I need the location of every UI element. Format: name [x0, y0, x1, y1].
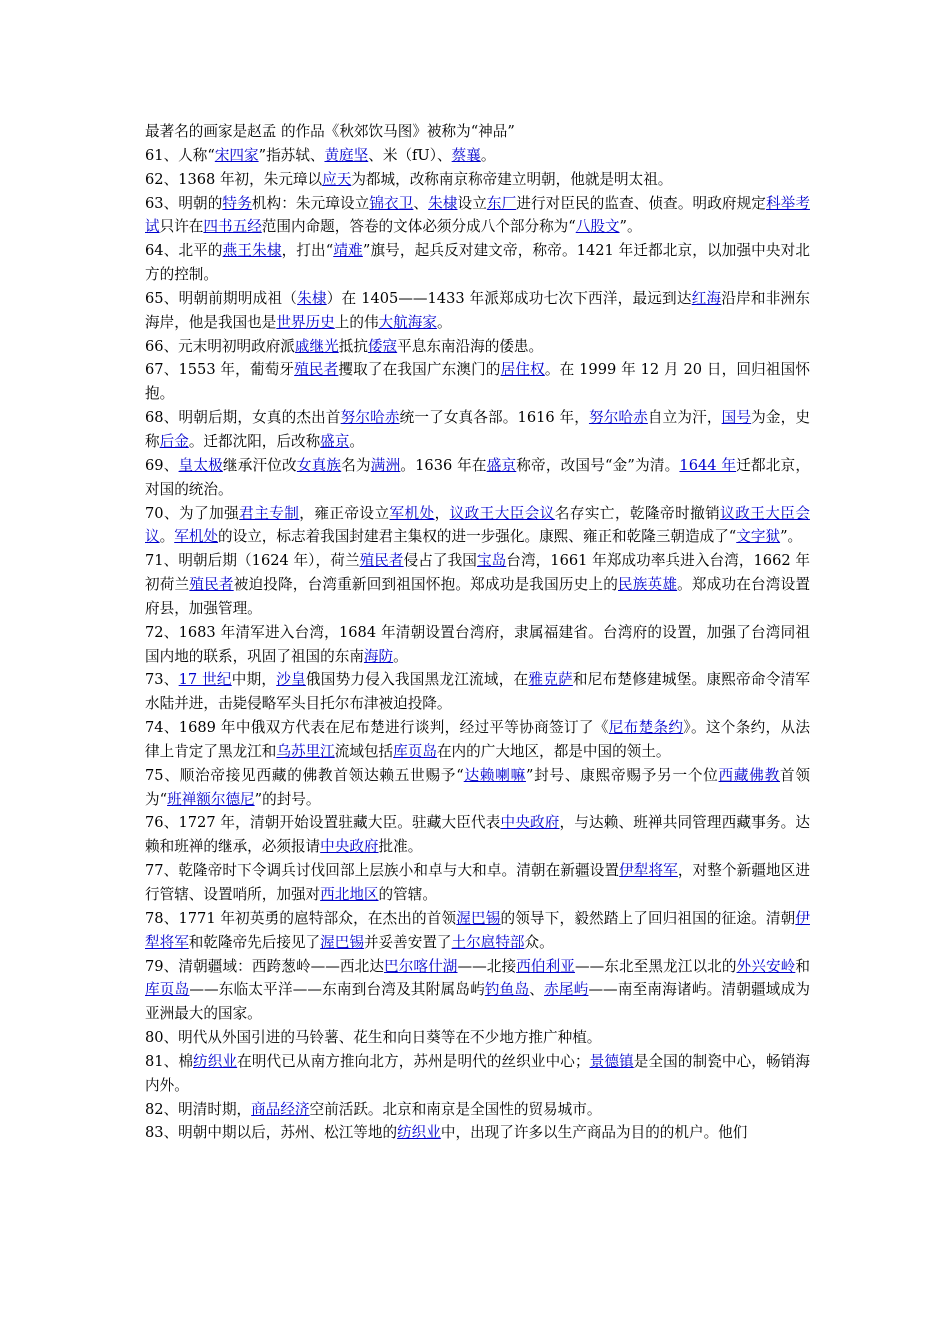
text-segment: ”的封号。 — [254, 790, 321, 808]
text-segment: 流域包括 — [334, 742, 394, 760]
text-segment: 众。 — [524, 933, 554, 951]
text-segment: 的领导下，毅然踏上了回归祖国的征途。清朝 — [500, 909, 796, 927]
text-segment: 为都城，改称南京称帝建立明朝，他就是明太祖。 — [351, 170, 673, 188]
text-segment: 65、明朝前期明成祖（ — [145, 289, 298, 307]
hyperlink[interactable]: 巴尔喀什湖 — [384, 957, 458, 975]
hyperlink[interactable]: 盛京 — [320, 432, 350, 450]
hyperlink[interactable]: 黄庭坚 — [324, 146, 369, 164]
hyperlink[interactable]: 库页岛 — [145, 981, 190, 999]
text-segment: 、米（fU）、 — [368, 146, 452, 164]
paragraph — [145, 1050, 810, 1098]
text-segment: 。郑成功在台湾设置府县，加强管理。 — [145, 576, 810, 617]
text-segment: ”。 — [780, 528, 803, 546]
text-segment: 自立为汗， — [647, 409, 722, 427]
text-segment: ，雍正帝设立 — [299, 504, 390, 522]
hyperlink[interactable]: 特务 — [222, 194, 252, 212]
paragraph — [145, 1121, 810, 1145]
text-segment: 78、1771 年初英勇的扈特部众，在杰出的首领 — [145, 909, 457, 927]
hyperlink[interactable]: 殖民者 — [189, 576, 234, 594]
text-segment: 机构：朱元璋设立 — [251, 194, 370, 212]
text-segment: 》。这个条约，从法律上肯定了黑龙江和 — [145, 719, 810, 760]
hyperlink[interactable]: 东厂 — [486, 194, 517, 212]
hyperlink[interactable]: 朱棣 — [428, 194, 458, 212]
text-segment: 。 — [349, 432, 364, 450]
text-segment: ——南至南海诸屿。清朝疆域成为亚洲最大的国家。 — [145, 981, 810, 1023]
hyperlink[interactable]: 17 世纪 — [178, 671, 232, 689]
hyperlink[interactable]: 居住权 — [500, 361, 545, 379]
hyperlink[interactable]: 锦衣卫 — [369, 194, 414, 212]
hyperlink[interactable]: 倭寇 — [367, 337, 398, 355]
hyperlink[interactable]: 四书五经 — [203, 218, 262, 236]
text-segment: 被迫投降，台湾重新回到祖国怀抱。郑成功是我国历史上的 — [233, 576, 618, 594]
hyperlink[interactable]: 渥巴锡 — [456, 909, 501, 927]
hyperlink[interactable]: 殖民者 — [294, 361, 339, 379]
text-segment: 批准。 — [378, 838, 423, 856]
text-segment: 继承汗位改 — [222, 456, 297, 474]
paragraph — [145, 549, 810, 621]
paragraph — [145, 955, 810, 1027]
paragraph — [145, 335, 810, 359]
hyperlink[interactable]: 戚继光 — [294, 337, 339, 355]
text-segment: 71、明朝后期（1624 年），荷兰 — [145, 552, 360, 570]
hyperlink[interactable]: 女真族 — [296, 456, 342, 474]
text-segment: ”旗号，起兵反对建文帝，称帝。1421 年迁都北京，以加强中央对北方的控制。 — [145, 242, 810, 284]
paragraph — [145, 406, 810, 454]
text-segment: 和尼布楚修建城堡。康熙帝命令清军水陆并进，击毙侵略军头目托尔布津被迫投降。 — [145, 671, 810, 713]
text-segment: 在内的广大地区，都是中国的领土。 — [436, 742, 671, 760]
text-segment: ”指苏轼、 — [258, 146, 325, 164]
text-segment: 74、1689 年中俄双方代表在尼布楚进行谈判，经过平等协商签订了《 — [145, 719, 609, 737]
text-segment: 范围内命题，答卷的文体必须分成八个部分称为“ — [261, 218, 576, 236]
text-segment: 名为 — [341, 456, 371, 474]
hyperlink[interactable]: 世界历史 — [276, 313, 335, 331]
text-segment: 最著名的画家是赵孟 的作品《秋郊饮马图》被称为“神品” — [145, 123, 515, 140]
text-segment: 64、北平的 — [145, 242, 223, 260]
hyperlink[interactable]: 军机处 — [389, 504, 435, 522]
hyperlink[interactable]: 科举考试 — [145, 194, 810, 236]
paragraph — [145, 239, 810, 287]
text-segment: 统一了女真各部。1616 年， — [399, 409, 589, 427]
hyperlink[interactable]: 沙皇 — [276, 671, 306, 689]
text-segment: 61、人称“ — [145, 146, 215, 164]
hyperlink[interactable]: 班禅额尔德尼 — [167, 790, 255, 808]
hyperlink[interactable]: 尼布楚条约 — [608, 719, 684, 737]
text-segment: ， — [434, 504, 450, 522]
text-segment: 称帝，改国号“金”为清。 — [516, 456, 680, 474]
text-segment: 的设立，标志着我国封建君主集权的进一步强化。康熙、雍正和乾隆三朝造成了“ — [218, 528, 737, 546]
text-segment: ，打出“ — [281, 242, 334, 260]
text-segment: 69、 — [145, 456, 179, 474]
text-segment: 设立 — [457, 194, 487, 212]
document-body — [145, 120, 810, 1145]
hyperlink[interactable]: 满洲 — [370, 456, 401, 474]
hyperlink[interactable]: 雅克萨 — [528, 671, 573, 689]
text-segment: ，对整个新疆地区进行管辖、设置哨所，加强对 — [145, 862, 810, 903]
hyperlink[interactable]: 商品经济 — [251, 1100, 310, 1118]
hyperlink[interactable]: 宝岛 — [476, 552, 507, 570]
text-segment: 侵占了我国 — [403, 552, 477, 570]
text-segment: 83、明朝中期以后，苏州、松江等地的 — [145, 1124, 398, 1142]
text-segment: ”。 — [619, 218, 642, 236]
hyperlink[interactable]: 库页岛 — [393, 742, 437, 760]
text-segment: 俄国势力侵入我国黑龙江流域，在 — [305, 671, 529, 689]
text-segment: 只许在 — [159, 218, 204, 236]
hyperlink[interactable]: 海防 — [363, 647, 394, 665]
text-segment: 63、明朝的 — [145, 194, 223, 212]
text-segment: 和 — [795, 957, 810, 975]
hyperlink[interactable]: 1644 年 — [679, 456, 737, 474]
hyperlink[interactable]: 西北地区 — [320, 886, 379, 903]
text-segment: 和乾隆帝先后接见了 — [188, 933, 321, 951]
text-segment: 66、元末明初明政府派 — [145, 337, 295, 355]
hyperlink[interactable]: 中央政府 — [320, 838, 379, 856]
hyperlink[interactable]: 外兴安岭 — [736, 957, 796, 975]
hyperlink[interactable]: 燕王朱棣 — [222, 242, 282, 260]
hyperlink[interactable]: 殖民者 — [359, 552, 404, 570]
text-segment: 名存实亡，乾隆帝时撤销 — [554, 504, 721, 522]
text-segment: ——北接 — [457, 957, 517, 975]
text-segment: 。 — [480, 146, 496, 164]
text-segment: 为金，史称 — [145, 409, 810, 450]
text-segment: 80、明代从外国引进的马铃薯、花生和向日葵等在不少地方推广种植。 — [145, 1029, 602, 1047]
text-segment: 中期， — [231, 671, 277, 689]
paragraph — [145, 1026, 810, 1050]
hyperlink[interactable]: 后金 — [159, 432, 189, 450]
text-segment: 在明代已从南方推向北方，苏州是明代的丝织业中心； — [237, 1052, 590, 1070]
hyperlink[interactable]: 靖难 — [333, 242, 363, 260]
paragraph — [145, 502, 810, 550]
hyperlink[interactable]: 土尔扈特部 — [451, 933, 525, 951]
text-segment: 72、1683 年清军进入台湾，1684 年清朝设置台湾府，隶属福建省。台湾府的设置，加强了台湾同祖国内地的联系，巩固了祖国的东南 — [145, 623, 810, 665]
paragraph — [145, 907, 810, 955]
paragraph — [145, 764, 810, 812]
paragraph — [145, 454, 810, 502]
paragraph — [145, 716, 810, 764]
hyperlink[interactable]: 伊犁将军 — [145, 909, 810, 951]
paragraph — [145, 144, 810, 168]
text-segment: 。1636 年在 — [400, 456, 487, 474]
hyperlink[interactable]: 景德镇 — [589, 1052, 634, 1070]
text-segment: 沿岸和非洲东海岸，他是我国也是 — [145, 289, 810, 331]
paragraph — [145, 287, 810, 335]
hyperlink[interactable]: 伊犁将军 — [619, 862, 678, 880]
hyperlink[interactable]: 民族英雄 — [617, 576, 678, 594]
paragraph — [145, 192, 810, 240]
paragraph — [145, 621, 810, 669]
text-segment: 70、为了加强 — [145, 504, 240, 522]
hyperlink[interactable]: 西藏佛教 — [718, 766, 781, 784]
text-segment: 73、 — [145, 671, 179, 689]
hyperlink[interactable]: 纺织业 — [397, 1124, 441, 1142]
text-segment: 抵抗 — [338, 337, 368, 355]
text-segment: 。 — [393, 647, 408, 665]
text-segment: 台湾，1661 年郑成功率兵进入台湾，1662 年初荷兰 — [145, 552, 810, 594]
text-segment: ——东临太平洋——东南到台湾及其附属岛屿 — [189, 981, 485, 999]
hyperlink[interactable]: 蔡襄 — [451, 146, 481, 164]
text-segment: 82、明清时期， — [145, 1100, 252, 1118]
text-segment: ——东北至黑龙江以北的 — [574, 957, 737, 975]
text-segment: 。在 1999 年 12 月 20 日，回归祖国怀抱。 — [145, 361, 810, 403]
hyperlink[interactable]: 盛京 — [486, 456, 517, 474]
text-segment: 空前活跃。北京和南京是全国性的贸易城市。 — [309, 1100, 602, 1118]
hyperlink[interactable]: 议政王大臣会议 — [145, 504, 810, 546]
text-segment: 68、明朝后期，女真的杰出首 — [145, 409, 341, 427]
text-segment: 67、1553 年，葡萄牙 — [145, 361, 295, 379]
hyperlink[interactable]: 国号 — [721, 409, 752, 427]
text-segment: ”封号、康熙帝赐予另一个位 — [525, 766, 719, 784]
hyperlink[interactable]: 应天 — [322, 170, 352, 188]
text-segment: 。 — [436, 313, 452, 331]
hyperlink[interactable]: 军机处 — [174, 528, 219, 546]
hyperlink[interactable]: 钓鱼岛 — [484, 981, 530, 999]
text-segment: 。迁都沈阳，后改称 — [188, 432, 321, 450]
text-segment: 平息东南沿海的倭患。 — [397, 337, 544, 355]
text-segment: 迁都北京，对国的统治。 — [145, 456, 810, 498]
text-segment: 。 — [159, 528, 175, 546]
text-segment: 的管辖。 — [378, 886, 437, 903]
hyperlink[interactable]: 大航海家 — [378, 313, 437, 331]
hyperlink[interactable]: 达赖喇嘛 — [463, 766, 526, 784]
text-segment: 75、顺治帝接见西藏的佛教首领达赖五世赐予“ — [145, 766, 464, 784]
hyperlink[interactable]: 纺织业 — [193, 1052, 238, 1070]
text-segment: 是全国的制瓷中心，畅销海内外。 — [145, 1052, 810, 1094]
hyperlink[interactable]: 朱棣 — [297, 289, 327, 307]
hyperlink[interactable]: 努尔哈赤 — [340, 409, 400, 427]
text-segment: ，与达赖、班禅共同管理西藏事务。达赖和班禅的继承，必须报请 — [145, 814, 810, 856]
text-segment: 79、清朝疆域：西跨葱岭——西北达 — [145, 957, 385, 975]
hyperlink[interactable]: 赤尾屿 — [544, 981, 589, 999]
text-segment: 上的伟 — [334, 313, 379, 331]
paragraph — [145, 120, 810, 144]
hyperlink[interactable]: 乌苏里江 — [276, 742, 335, 760]
text-segment: 、 — [529, 981, 545, 999]
text-segment: 进行对臣民的监查、侦查。明政府规定 — [516, 194, 766, 212]
hyperlink[interactable]: 红海 — [691, 289, 722, 307]
paragraph — [145, 668, 810, 716]
paragraph — [145, 859, 810, 907]
text-segment: 62、1368 年初，朱元璋以 — [145, 170, 323, 188]
text-segment: 攫取了在我国广东澳门的 — [338, 361, 501, 379]
hyperlink[interactable]: 渥巴锡 — [320, 933, 364, 951]
text-segment: 并妥善安置了 — [363, 933, 452, 951]
text-segment: 81、棉 — [145, 1052, 194, 1070]
paragraph — [145, 811, 810, 859]
hyperlink[interactable]: 宋四家 — [214, 146, 259, 164]
hyperlink[interactable]: 西伯利亚 — [516, 957, 575, 975]
hyperlink[interactable]: 中央政府 — [500, 814, 560, 832]
hyperlink[interactable]: 君主专制 — [239, 504, 300, 522]
text-segment: 77、乾隆帝时下令调兵讨伐回部上层族小和卓与大和卓。清朝在新疆设置 — [145, 862, 620, 880]
text-segment: 中，出现了许多以生产商品为目的的机户。他们 — [440, 1124, 748, 1142]
hyperlink[interactable]: 努尔哈赤 — [588, 409, 648, 427]
hyperlink[interactable]: 八股文 — [575, 218, 620, 236]
text-segment: 首领为“ — [145, 766, 810, 808]
paragraph — [145, 358, 810, 406]
text-segment: 76、1727 年，清朝开始设置驻藏大臣。驻藏大臣代表 — [145, 814, 501, 832]
text-segment: 、 — [413, 194, 429, 212]
paragraph — [145, 168, 810, 192]
hyperlink[interactable]: 文字狱 — [736, 528, 781, 546]
text-segment: ）在 1405——1433 年派郑成功七次下西洋，最远到达 — [326, 289, 692, 307]
hyperlink[interactable]: 皇太极 — [178, 456, 223, 474]
hyperlink[interactable]: 议政王大臣会议 — [449, 504, 555, 522]
paragraph — [145, 1098, 810, 1122]
